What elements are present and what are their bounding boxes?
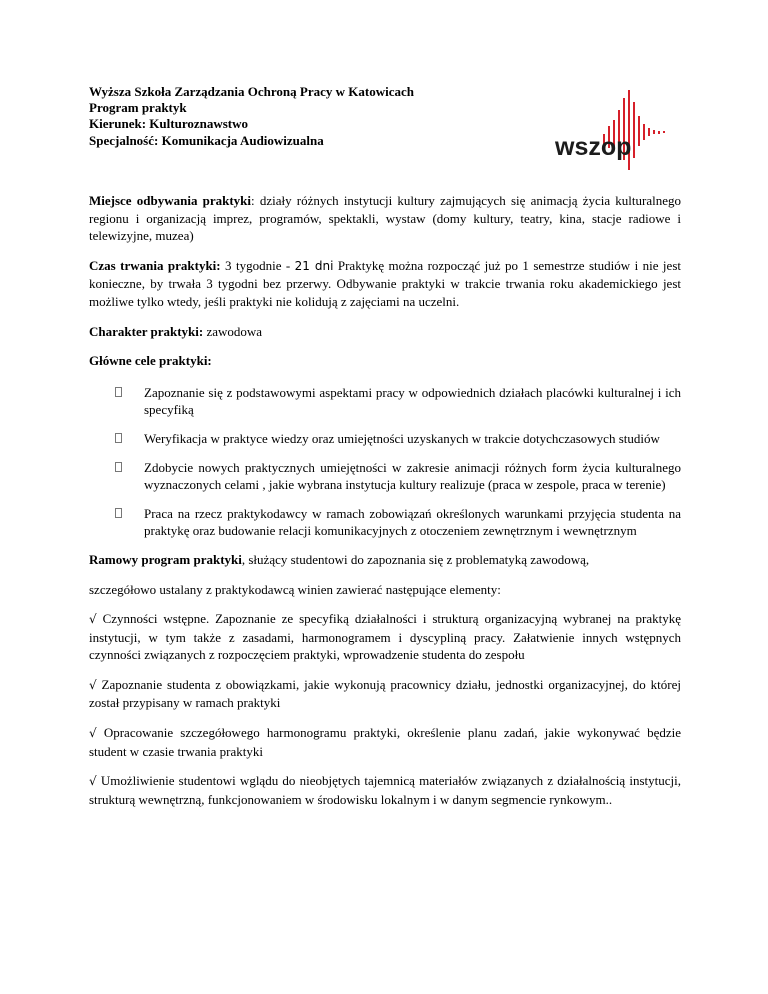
wszop-logo-graphic <box>543 84 686 190</box>
bullet-icon <box>115 462 122 472</box>
checkmark-icon: √ <box>89 726 97 741</box>
goal-text: Weryfikacja w praktyce wiedzy oraz umiejętności uzyskanych w trakcie dotychczasowych studiów <box>144 430 660 446</box>
field-of-study: Kierunek: Kulturoznawstwo <box>89 116 249 132</box>
list-item <box>89 505 681 540</box>
program-item-text: Czynności wstępne. Zapoznanie ze specyfiką działalności i strukturą organizacyjną wybranej na praktykę instytucji, w tym także z zasadami, harmonogramem i dyscypliną pracy. Załatwienie innych wstępnych czynności związanych z rozpoczęciem praktyki, wprowadzenie studenta do zespołu <box>89 611 681 663</box>
duration-text-2: Praktykę można rozpocząć już po 1 semestrze studiów i nie jest konieczne, by trwała 3 tygodni bez przerwy. Odbywanie praktyki w trakcie trwania roku akademickiego jest możliwe tylko wtedy, jeśli praktyki nie kolidują z zajęciami na uczelni. <box>89 257 681 309</box>
program-title: Program praktyk <box>89 100 187 116</box>
bullet-icon <box>115 508 122 518</box>
goal-text: Praca na rzecz praktykodawcy w ramach zobowiązań określonych warunkami przyjęcia studenta na praktykę oraz budowanie relacji komunikacyjnych z otoczeniem zewnętrznym i wewnętrznym <box>144 505 681 539</box>
duration-text-1: 3 tygodnie - <box>220 257 295 273</box>
program-intro-paragraph <box>89 551 681 569</box>
character-text: zawodowa <box>203 323 263 339</box>
document-body <box>89 192 681 820</box>
bullet-icon <box>115 387 122 397</box>
program-item <box>89 724 681 760</box>
list-item <box>89 430 681 448</box>
document-header <box>89 84 509 149</box>
program-text: , służący studentowi do zapoznania się z problematyką zawodową, <box>241 551 590 567</box>
checkmark-icon: √ <box>89 612 97 627</box>
goals-list <box>89 384 681 540</box>
program-item-text: Zapoznanie studenta z obowiązkami, jakie wykonują pracownicy działu, jednostki organizacyjnej, do której został przypisany w ramach praktyki <box>89 676 681 711</box>
school-name: Wyższa Szkoła Zarządzania Ochroną Pracy w Katowicach <box>89 84 414 99</box>
goal-text: Zapoznanie się z podstawowymi aspektami pracy w odpowiednich działach placówki kulturalnej i ich specyfiką <box>144 384 681 418</box>
list-item <box>89 459 681 494</box>
program-intro-line2: szczegółowo ustalany z praktykodawcą winien zawierać następujące elementy: <box>89 581 501 597</box>
goals-label: Główne cele praktyki: <box>89 353 212 369</box>
program-item <box>89 676 681 712</box>
duration-label: Czas trwania praktyki: <box>89 257 221 273</box>
character-label: Charakter praktyki: <box>89 323 204 339</box>
program-item-text: Opracowanie szczegółowego harmonogramu praktyki, określenie planu zadań, jakie wykonywać będzie student w czasie trwania praktyki <box>89 725 681 759</box>
goals-heading-paragraph <box>89 352 681 370</box>
duration-days: 21 dni <box>294 258 334 273</box>
place-label: Miejsce odbywania praktyki <box>89 193 252 208</box>
duration-paragraph <box>89 257 681 311</box>
goal-text: Zdobycie nowych praktycznych umiejętności w zakresie animacji różnych form życia kulturalnego wyznaczonych celami , jakie wybrana instytucja kultury realizuje (praca w zespole, praca w terenie) <box>144 459 681 493</box>
program-item <box>89 772 681 808</box>
bullet-icon <box>115 433 122 443</box>
specialization: Specjalność: Komunikacja Audiowizualna <box>89 132 324 148</box>
logo-text: wszop <box>555 133 632 161</box>
program-item-text: Umożliwienie studentowi wglądu do nieobjętych tajemnicą materiałów związanych z działalnością instytucji, strukturą wewnętrzną, funkcjonowaniem w środowisku lokalnym i w danym segmencie rynkowym.. <box>89 773 681 807</box>
place-paragraph <box>89 192 681 245</box>
character-paragraph <box>89 323 681 341</box>
program-item <box>89 610 681 664</box>
list-item <box>89 384 681 419</box>
place-text: : działy różnych instytucji kultury zajmujących się animacją życia kulturalnego regionu i organizacją imprez, programów, spektakli, wystaw (domy kultury, teatry, kina, stacje radiowe i telewizyjne, muzea) <box>89 193 681 244</box>
wszop-logo <box>543 84 686 190</box>
program-label: Ramowy program praktyki <box>89 551 242 567</box>
checkmark-icon: √ <box>89 677 97 692</box>
checkmark-icon: √ <box>89 774 97 789</box>
